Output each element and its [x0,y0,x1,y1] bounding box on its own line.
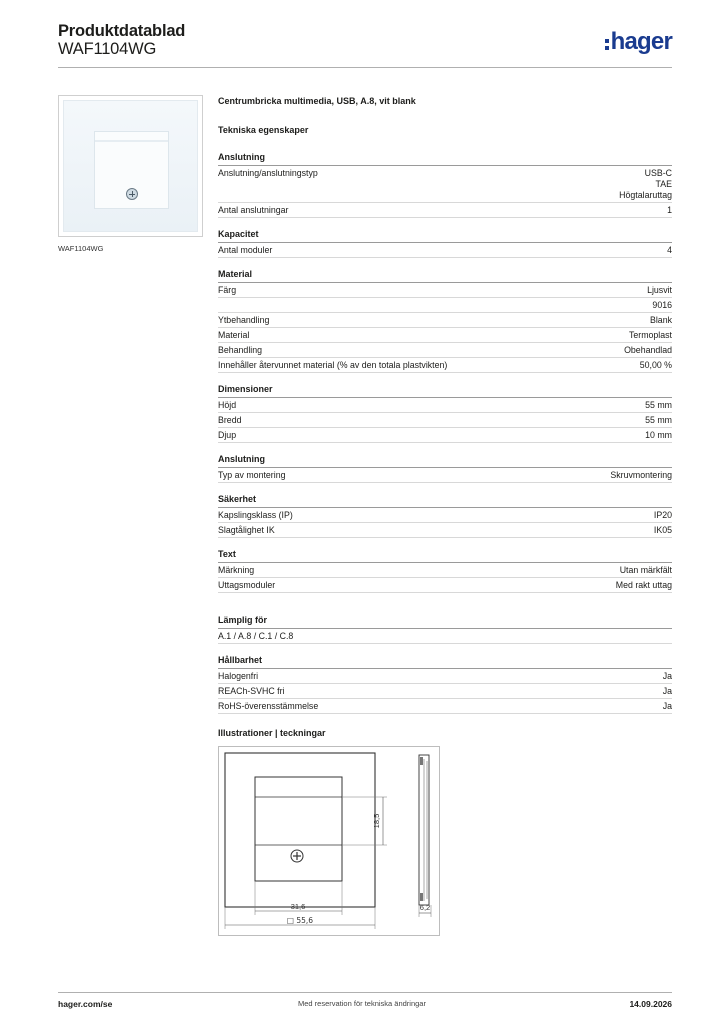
spec-value [624,345,672,356]
spec-label: Antal anslutningar [218,205,289,215]
spec-section-heading: Säkerhet [218,494,672,508]
drawing-title: Illustrationer | teckningar [218,728,326,738]
spec-row [218,413,672,428]
technical-drawing-svg [219,747,441,937]
spec-label: REACh-SVHC fri [218,686,285,696]
spec-sections [218,152,672,714]
spec-value-line: 9016 [652,300,672,310]
spec-row [218,523,672,538]
spec-row [218,203,672,218]
spec-label: Material [218,330,250,340]
spec-value-line: Ja [662,686,672,696]
spec-label [218,300,652,311]
spec-section-heading: Material [218,269,672,283]
side-view-clip [420,757,423,765]
screw-icon [126,188,138,200]
footer-divider [58,992,672,993]
spec-value-line: IK05 [653,525,672,535]
spec-row [218,508,672,523]
hager-logo [605,28,672,56]
spec-row [218,243,672,258]
spec-value-line: Obehandlad [624,345,672,355]
spec-label: Djup [218,430,237,440]
spec-value-line: USB-C [644,168,672,178]
spec-value [645,430,672,441]
spec-section [218,655,672,714]
spec-row [218,328,672,343]
cover-plate-image [63,100,198,232]
spec-section [218,229,672,258]
spec-section-heading: Text [218,549,672,563]
dim-inner-width-label: 31,6 [290,902,306,911]
spec-value-line: Ljusvit [647,285,672,295]
spec-row [218,699,672,714]
spec-section [218,549,672,593]
spec-value [654,510,672,521]
center-plate-image [94,131,169,209]
spec-row [218,343,672,358]
spec-value [645,400,672,411]
spec-value [610,470,672,481]
spec-value-line: 55 mm [645,400,672,410]
outer-frame-outline [225,753,375,907]
product-code: WAF1104WG [58,40,157,58]
spec-value-line: 4 [667,245,672,255]
spec-section-heading: Hållbarhet [218,655,672,669]
spec-value-line: 1 [667,205,672,215]
spec-row [218,578,672,593]
spec-value-line: 55 mm [645,415,672,425]
spec-row [218,468,672,483]
spec-label: Ytbehandling [218,315,270,325]
logo-text: hager [610,28,672,55]
spec-row [218,428,672,443]
spec-label: Färg [218,285,237,295]
spec-value [652,300,672,311]
spec-value [629,330,672,341]
spec-section [218,494,672,538]
spec-value [667,205,672,216]
spec-label: Behandling [218,345,263,355]
spec-row [218,298,672,313]
spec-section-heading: Anslutning [218,152,672,166]
spec-label: RoHS-överensstämmelse [218,701,319,711]
page-title: Produktdatablad [58,22,186,40]
spec-section [218,454,672,483]
center-plate-outline [255,777,342,881]
dim-depth-label: 6,2 [419,903,431,912]
spec-value-line: IP20 [653,510,672,520]
spec-label: Innehåller återvunnet material (% av den totala plastvikten) [218,360,448,370]
spec-value [619,168,672,201]
spec-value [663,686,672,697]
spec-label: Kapslingsklass (IP) [218,510,293,520]
spec-value-line: Med rakt uttag [615,580,672,590]
spec-value [650,315,672,326]
spec-section [218,269,672,373]
spec-section [218,615,672,644]
spec-value [663,671,672,682]
spec-label: Märkning [218,565,255,575]
spec-value [620,565,672,576]
spec-value-line: Utan märkfält [619,565,672,575]
spec-value-line: Blank [649,315,672,325]
technical-drawing [218,746,440,936]
product-image [58,95,203,237]
spec-section-heading: Kapacitet [218,229,672,243]
spec-row [218,358,672,373]
dim-height-label: 18,5 [372,813,381,829]
spec-row [218,283,672,298]
spec-value-line: Termoplast [628,330,672,340]
spec-section-heading: Lämplig för [218,615,672,629]
spec-value-line: Ja [662,671,672,681]
spec-value [640,360,672,371]
spec-row [218,684,672,699]
spec-section [218,152,672,218]
spec-value [616,580,672,591]
spec-value [647,285,672,296]
spec-value-line: Högtalaruttag [619,190,672,200]
product-image-caption: WAF1104WG [58,244,104,253]
spec-label: Uttagsmoduler [218,580,276,590]
spec-label: A.1 / A.8 / C.1 / C.8 [218,631,294,641]
spec-row [218,669,672,684]
spec-value-line: 10 mm [645,430,672,440]
spec-value [667,245,672,256]
spec-row [218,563,672,578]
spec-row [218,398,672,413]
spec-value-line: Ja [662,701,672,711]
footer-website-link[interactable]: hager.com/se [58,999,113,1009]
footer-date: 14.09.2026 [629,999,672,1009]
footer-disclaimer: Med reservation för tekniska ändringar [298,999,426,1008]
drawing-section [218,728,672,936]
product-description: Centrumbricka multimedia, USB, A.8, vit blank [218,96,416,106]
spec-value-line: 50,00 % [639,360,672,370]
spec-label: Bredd [218,415,242,425]
spec-section-heading: Anslutning [218,454,672,468]
spec-section [218,384,672,443]
spec-column [218,96,672,936]
side-view-clip [420,893,423,901]
spec-label: Slagtålighet IK [218,525,275,535]
logo-dots-icon [605,39,609,50]
spec-value-line: Skruvmontering [610,470,672,480]
spec-label: Antal moduler [218,245,273,255]
spec-value [645,415,672,426]
spec-row [218,313,672,328]
spec-value [654,525,672,536]
spec-label: Anslutning/anslutningstyp [218,168,318,178]
spec-value [663,701,672,712]
dim-outer-width-label: □ 55,6 [286,916,314,925]
header-divider [58,67,672,68]
spec-row [218,629,672,644]
spec-label: Halogenfri [218,671,259,681]
spec-row [218,166,672,203]
spec-section-heading: Dimensioner [218,384,672,398]
tech-heading: Tekniska egenskaper [218,125,309,135]
spec-label: Typ av montering [218,470,286,480]
slot-image [95,140,168,142]
spec-label: Höjd [218,400,237,410]
spec-value-line: TAE [655,179,672,189]
